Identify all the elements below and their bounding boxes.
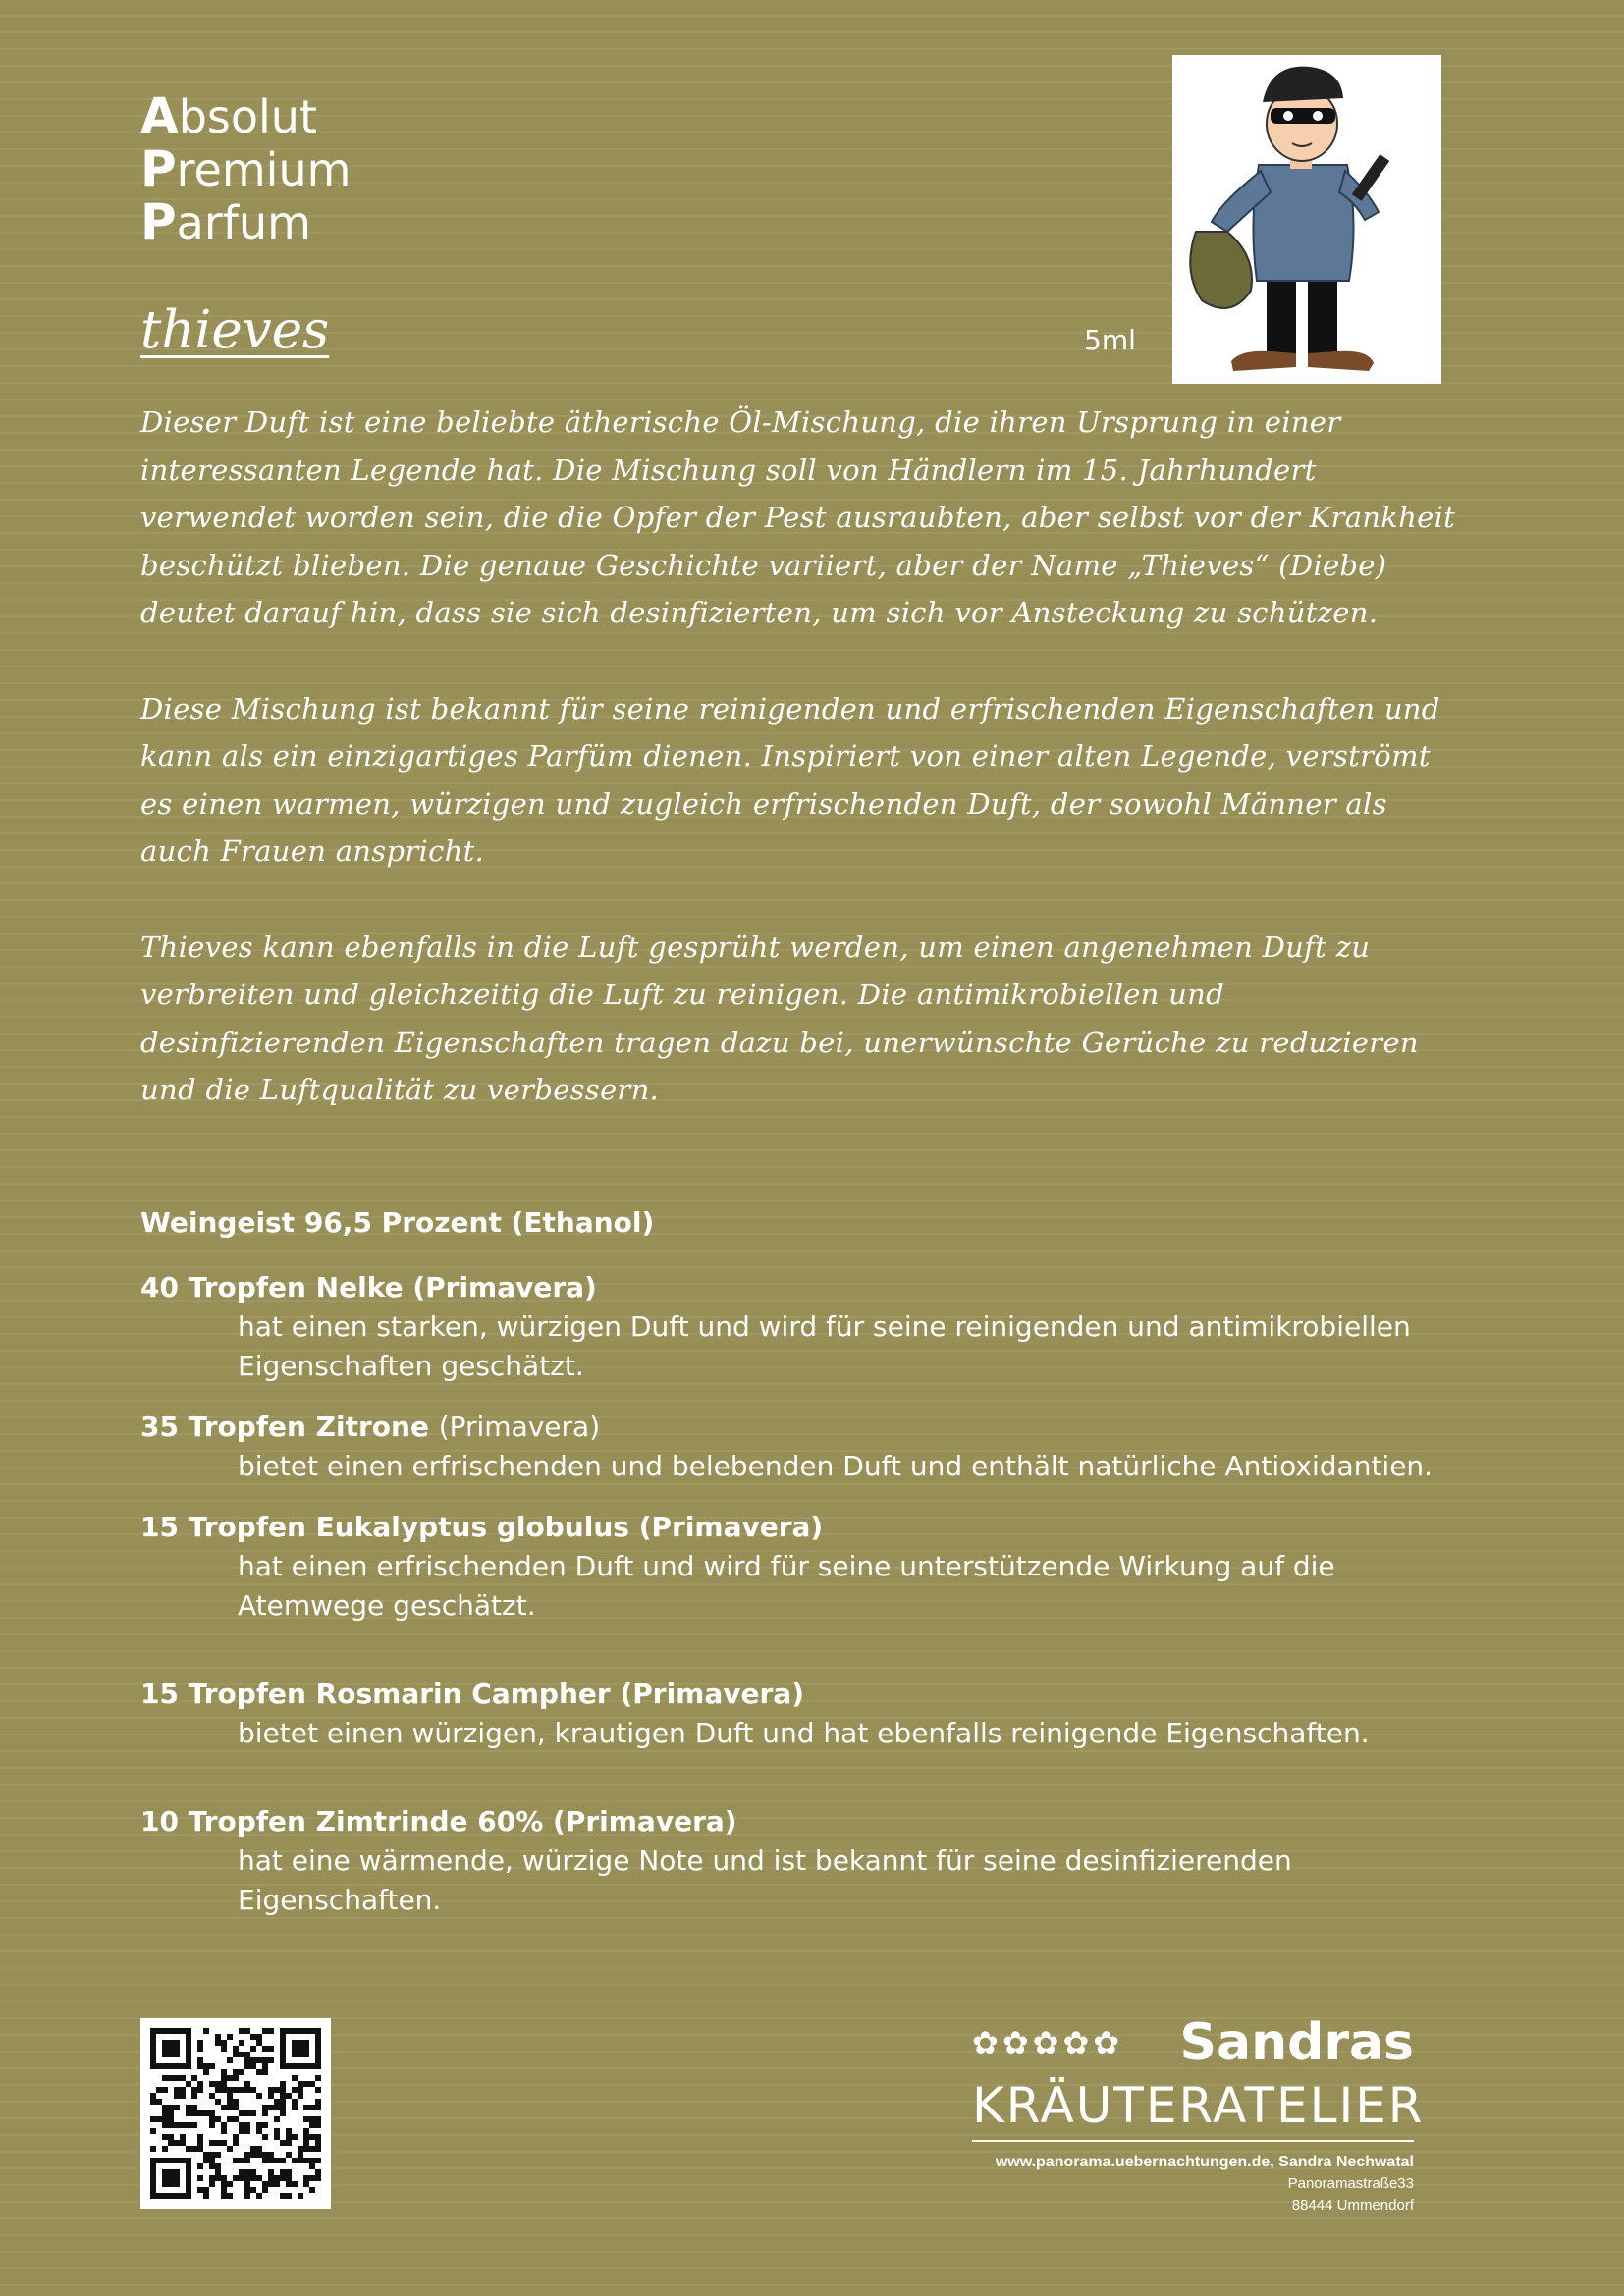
contact-street: Panoramastraße33: [1287, 2175, 1414, 2192]
ingredient-heading: 35 Tropfen Zitrone (Primavera): [140, 1411, 601, 1443]
company-logo: [972, 2012, 1425, 2216]
contact-web[interactable]: www.panorama.uebernachtungen.de, Sandra Nechwatal: [995, 2154, 1414, 2170]
ingredient-description: hat eine wärmende, würzige Note und ist bekannt für seine desinfizierenden Eigenschaften.: [238, 1844, 1292, 1916]
brand-line-absolut: Absolut: [140, 87, 317, 144]
ingredients-list: [140, 1203, 1456, 1942]
intro-paragraph: Thieves kann ebenfalls in die Luft gesprüht werden, um einen angenehmen Duft zu verbreiten und gleichzeitig die Luft zu reinigen. Die antimikrobiellen und desinfizierenden Eigenschaften tragen dazu bei, unerwünschte Gerüche zu reduzieren und die Luftqualität zu verbessern.: [140, 930, 1419, 1106]
ingredient-heading: 40 Tropfen Nelke (Primavera): [140, 1271, 597, 1304]
ingredient-item: [140, 1675, 1456, 1753]
ingredient-item: [140, 1408, 1456, 1486]
ingredient-item: [140, 1508, 1456, 1626]
intro-paragraph: Dieser Duft ist eine beliebte ätherische Öl-Mischung, die ihren Ursprung in einer interessanten Legende hat. Die Mischung soll von Händlern im 15. Jahrhundert verwendet worden sein, die die Opfer der Pest ausraubten, aber selbst vor der Krankheit beschützt blieben. Die genaue Geschichte variiert, aber der Name „Thieves“ (Diebe) deutet darauf hin, dass sie sich desinfizierten, um sich vor Ansteckung zu schützen.: [140, 405, 1456, 629]
product-title: thieves: [140, 300, 330, 360]
ingredient-item: [140, 1802, 1456, 1920]
ingredient-heading: 15 Tropfen Rosmarin Campher (Primavera): [140, 1678, 804, 1710]
flower-icons: ✿✿✿✿✿: [972, 2024, 1124, 2061]
contact-city: 88444 Ummendorf: [1291, 2197, 1414, 2214]
intro-text: [140, 399, 1456, 1162]
ingredient-description: bietet einen würzigen, krautigen Duft und hat ebenfalls reinigende Eigenschaften.: [238, 1717, 1370, 1749]
ingredient-heading: 15 Tropfen Eukalyptus globulus (Primavera): [140, 1511, 824, 1543]
intro-paragraph: Diese Mischung ist bekannt für seine reinigenden und erfrischenden Eigenschaften und kann als ein einzigartiges Parfüm dienen. Inspiriert von einer alten Legende, verströmt es einen warmen, würzigen und zugleich erfrischenden Duft, der sowohl Männer als auch Frauen anspricht.: [140, 691, 1440, 868]
logo-name: Sandras: [1179, 2013, 1414, 2072]
product-volume: 5ml: [1084, 324, 1136, 356]
ingredient-description: hat einen erfrischenden Duft und wird für seine unterstützende Wirkung auf die Atemwege geschätzt.: [238, 1550, 1335, 1622]
brand-heading: [140, 87, 352, 250]
thief-illustration: [1172, 55, 1441, 384]
brand-line-premium: Premium: [140, 140, 352, 197]
logo-subtitle: KRÄUTERATELIER: [972, 2073, 1414, 2142]
brand-line-parfum: Parfum: [140, 193, 311, 250]
ingredient-description: bietet einen erfrischenden und belebenden Duft und enthält natürliche Antioxidantien.: [238, 1450, 1434, 1482]
qr-code-icon: [140, 2018, 331, 2209]
contact-info: [972, 2152, 1414, 2216]
ingredient-item: [140, 1268, 1456, 1386]
ingredient-description: hat einen starken, würzigen Duft und wird für seine reinigenden und antimikrobiellen Eigenschaften geschätzt.: [238, 1310, 1411, 1382]
ingredient-heading: 10 Tropfen Zimtrinde 60% (Primavera): [140, 1805, 737, 1838]
ingredient-base: Weingeist 96,5 Prozent (Ethanol): [140, 1206, 655, 1239]
